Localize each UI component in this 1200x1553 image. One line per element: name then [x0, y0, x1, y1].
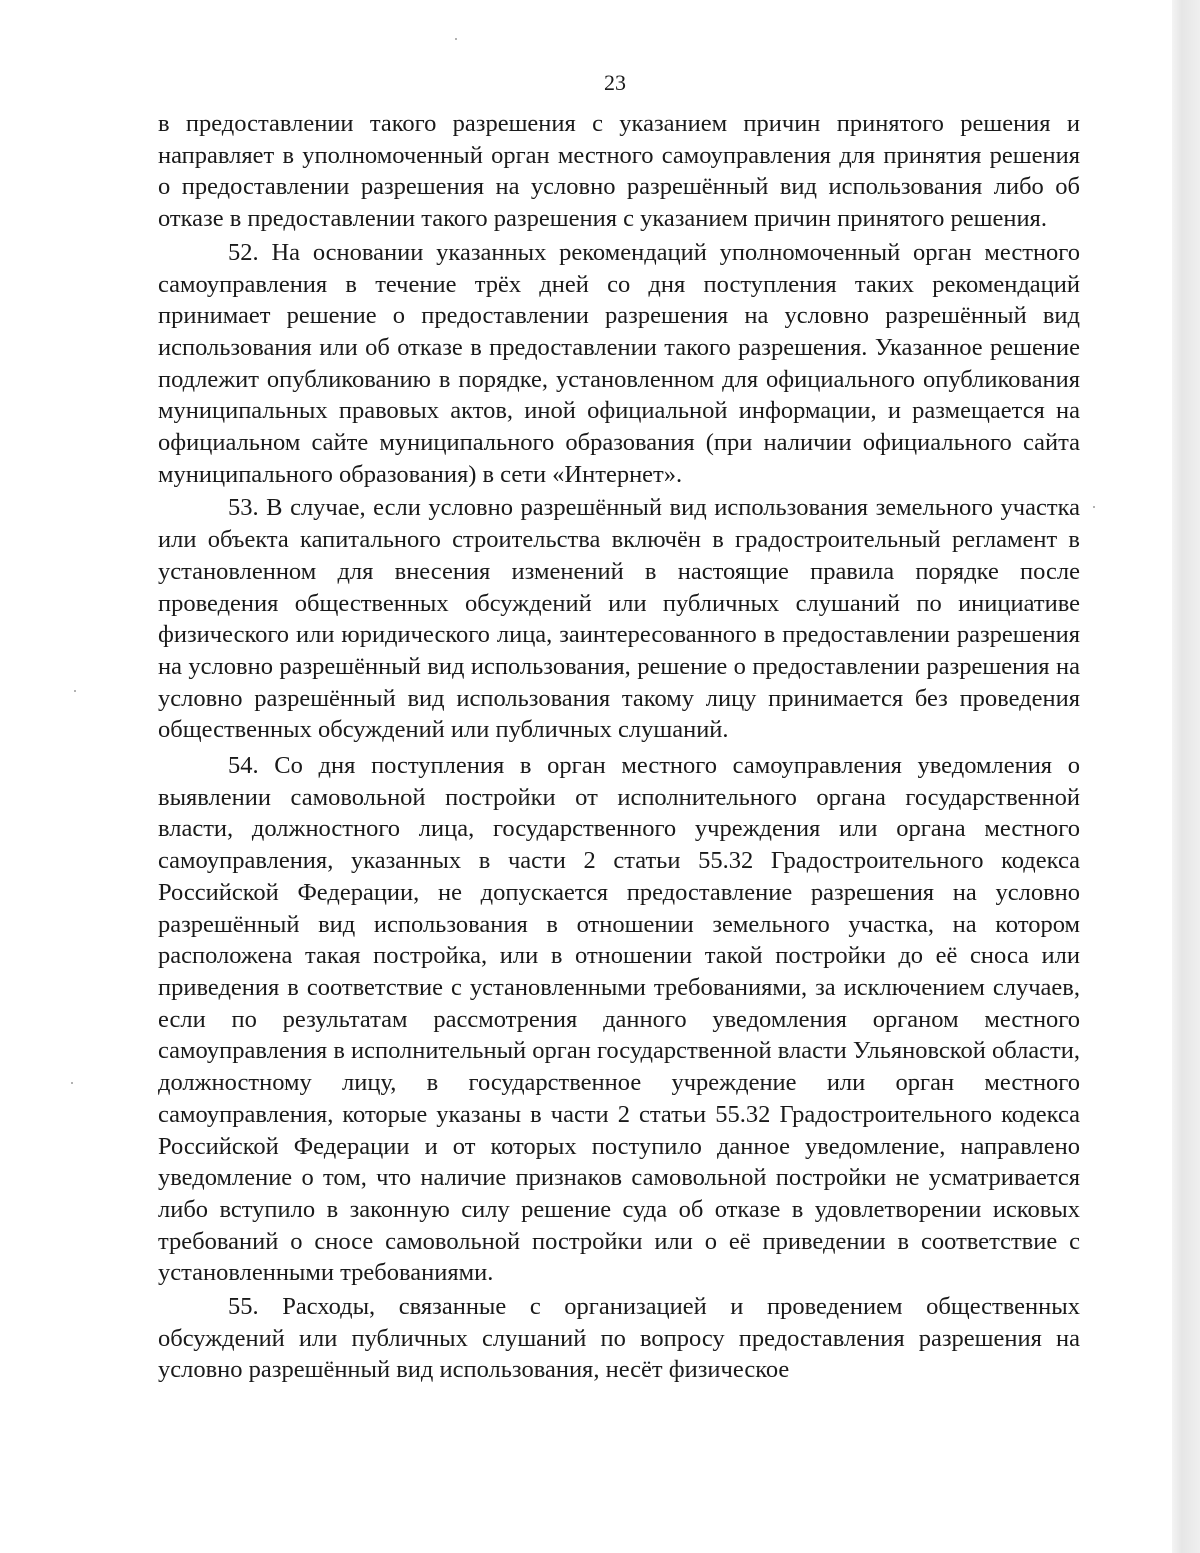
paragraph-53: 53. В случае, если условно разрешённый вид использования земельного участка или объекта капитального строительства включён в градостроительный регламент в установленном для внесения изменений в настоящие правила порядке после проведения общественных обсуждений или публичных слушаний по инициативе физического или юридического лица, заинтересованного в предоставлении разрешения на условно разрешённый вид использования, решение о предоставлении разрешения на условно разрешённый вид использования такому лицу принимается без проведения общественных обсуждений или публичных слушаний.	[158, 494, 1080, 744]
scan-speck	[1093, 506, 1095, 508]
paragraph-55: 55. Расходы, связанные с организацией и проведением общественных обсуждений или публичных слушаний по вопросу предоставления разрешения на условно разрешённый вид использования, несёт физическое	[158, 1293, 1080, 1384]
paragraph-52: 52. На основании указанных рекомендаций уполномоченный орган местного самоуправления в течение трёх дней со дня поступления таких рекомендаций принимает решение о предоставлении разрешения на условно разрешённый вид использования или об отказе в предоставлении такого разрешения. Указанное решение подлежит опубликованию в порядке, установленном для официального опубликования муниципальных правовых актов, иной официальной информации, и размещается на официальном сайте муниципального образования (при наличии официального сайта муниципального образования) в сети «Интернет».	[158, 238, 1080, 488]
page-number: 23	[604, 70, 626, 95]
paragraph-continuation: в предоставлении такого разрешения с указанием причин принятого решения и направляет в уполномоченный орган местного самоуправления для принятия решения о предоставлении разрешения на условно разрешённый вид использования либо об отказе в предоставлении такого разрешения с указанием причин принятого решения.	[158, 110, 1080, 233]
scan-speck	[455, 38, 457, 40]
scan-edge-shadow	[1172, 0, 1200, 1553]
scan-speck	[71, 1082, 73, 1084]
document-body	[158, 108, 1080, 1386]
scan-speck	[74, 690, 76, 692]
paragraph-54: 54. Со дня поступления в орган местного самоуправления уведомления о выявлении самовольной постройки от исполнительного органа государственной власти, должностного лица, государственного учреждения или органа местного самоуправления, указанных в части 2 статьи 55.32 Градостроительного кодекса Российской Федерации, не допускается предоставление разрешения на условно разрешённый вид использования в отношении земельного участка, на котором расположена такая постройка, или в отношении такой постройки до её сноса или приведения в соответствие с установленными требованиями, за исключением случаев, если по результатам рассмотрения данного уведомления органом местного самоуправления в исполнительный орган государственной власти Ульяновской области, должностному лицу, в государственное учреждение или орган местного самоуправления, которые указаны в части 2 статьи 55.32 Градостроительного кодекса Российской Федерации и от которых поступило данное уведомление, направлено уведомление о том, что наличие признаков самовольной постройки не усматривается либо вступило в законную силу решение суда об отказе в удовлетворении исковых требований о сносе самовольной постройки или о её приведении в соответствие с установленными требованиями.	[158, 752, 1080, 1287]
